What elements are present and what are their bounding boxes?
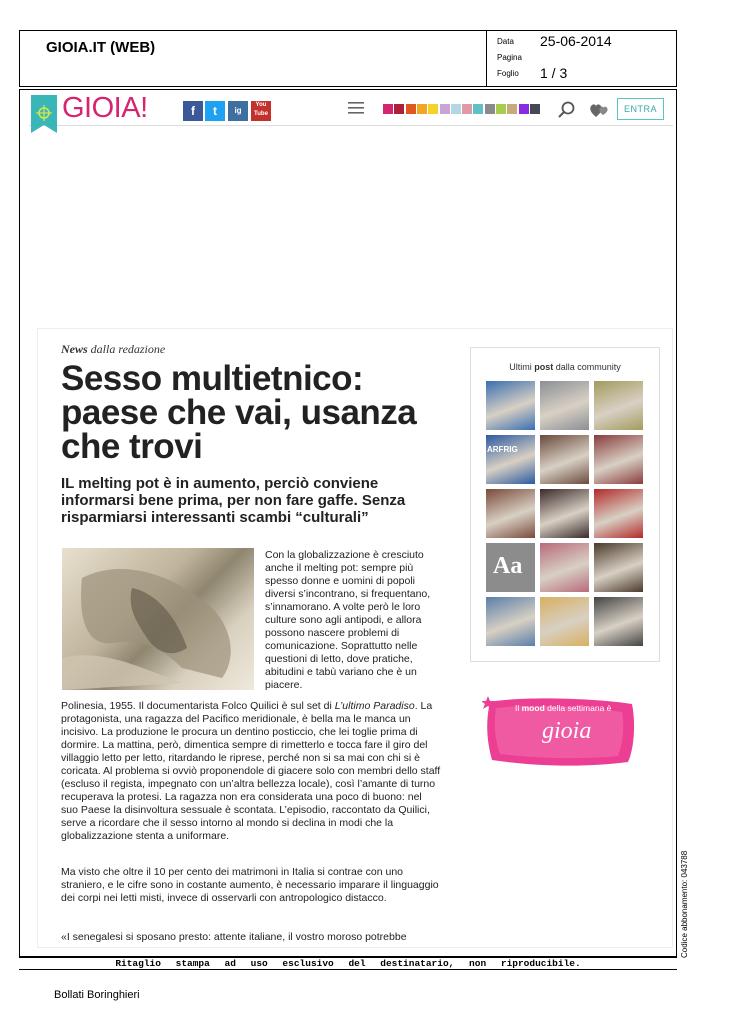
search-icon[interactable] [558,101,576,119]
data-value: 25-06-2014 [540,33,612,49]
category-swatch[interactable] [440,104,450,114]
pagina-label: Pagina [497,53,522,62]
youtube-icon[interactable]: You Tube [251,101,271,121]
community-post-thumb[interactable] [540,435,589,484]
film-title: L’ultimo Paradiso [334,700,415,712]
category-swatch[interactable] [406,104,416,114]
category-swatch[interactable] [462,104,472,114]
thumb-banner-text: ARFRIG [487,445,518,454]
foglio-label: Foglio [497,69,519,78]
community-box [470,347,660,662]
foglio-value: 1 / 3 [540,65,568,81]
footer-bar [19,957,677,970]
community-post-thumb[interactable] [486,543,535,592]
para2-end: . La protagonista, una ragazza del Pacifico meridionale, è bella ma le manca un incisivo. La produzione le procura un dentino posticcio, che lei toglie prima di dormire. La mattina, però, dimentica sempre di rimetterlo e tocca fare il giro del villaggio letto per letto, ritardando le riprese, perché non si sa mai con chi si è coricata. Al problema si ovviò proponendole di giacere solo con membri dello staff (escluso il regista, impegnato con un’altra bellezza locale), così l’amante di turno recuperava la protesi. La ragazza non era considerata una poco di buono: nel suo Paese la disinvoltura sessuale è scontata. L’episodio, raccontato da Quilici, serve a ricordare che il sesso intorno al mondo si declina in modi che la globalizzazione stenta a uniformare. [61,700,441,842]
source-title: GIOIA.IT (WEB) [46,39,156,56]
category-swatch[interactable] [417,104,427,114]
meta-box [486,31,678,86]
paragraph-3: Ma visto che oltre il 10 per cento dei matrimoni in Italia si contrae con uno straniero, e le cifre sono in costante aumento, è necessario imparare il linguaggio dei corpi nei letti misti, invece di osservarli con antropologico distacco. [61,866,439,904]
community-post-thumb[interactable] [486,597,535,646]
bookmark-logo-icon [31,95,57,133]
article-photo [62,548,254,690]
article-headline: Sesso multietnico: paese che vai, usanza che trovi [61,359,417,466]
reproduction-notice: Ritaglio stampa ad uso esclusivo del destinatario, non riproducibile. [115,958,581,969]
category-swatch[interactable] [451,104,461,114]
twitter-icon[interactable]: t [205,101,225,121]
community-post-thumb[interactable] [540,543,589,592]
community-post-thumb[interactable] [486,381,535,430]
data-label: Data [497,37,514,46]
subscription-code: Codice abbonamento: 043788 [680,850,689,958]
mood-text-c: della settimana è [544,703,612,713]
article-subhead: IL melting pot è in aumento, perciò conviene informarsi bene prima, per non fare gaffe. Senza risparmiarsi interessanti scambi “culturali” [61,475,406,526]
article-kicker [61,342,165,357]
category-swatch[interactable] [519,104,529,114]
mood-brand[interactable]: gioia [542,718,592,744]
mood-text-a: Il [515,703,522,713]
community-title-a: Ultimi [509,362,535,372]
community-hearts-icon[interactable] [588,100,610,120]
community-post-thumb[interactable] [540,597,589,646]
kicker-news[interactable]: News [61,342,88,356]
category-swatch[interactable] [496,104,506,114]
category-swatch[interactable] [383,104,393,114]
community-title [471,362,659,372]
kicker-author: dalla redazione [90,342,166,356]
community-post-thumb[interactable] [594,381,643,430]
community-post-thumb[interactable] [540,381,589,430]
clipping-header [19,30,677,87]
navbar-divider [29,125,673,126]
publisher-name: Bollati Boringhieri [54,989,140,1001]
facebook-icon[interactable]: f [183,101,203,121]
category-swatch[interactable] [485,104,495,114]
community-post-thumb[interactable] [594,543,643,592]
category-swatch[interactable] [507,104,517,114]
community-title-c: dalla community [553,362,621,372]
photo-figure [62,548,254,690]
category-swatch[interactable] [530,104,540,114]
category-swatch[interactable] [428,104,438,114]
site-logo[interactable]: GIOIA! [62,92,148,124]
font-post-label: Aa [493,553,523,579]
community-post-thumb[interactable] [594,489,643,538]
community-post-thumb[interactable] [594,597,643,646]
community-post-thumb[interactable] [486,435,535,484]
community-post-thumb[interactable] [540,489,589,538]
category-swatch[interactable] [473,104,483,114]
instagram-icon[interactable]: ig [228,101,248,121]
menu-icon[interactable] [348,101,364,115]
community-post-thumb[interactable] [594,435,643,484]
para2-start: Polinesia, 1955. Il documentarista Folco Quilici è sul set di [61,700,335,712]
community-post-thumb[interactable] [486,489,535,538]
category-swatch[interactable] [394,104,404,114]
community-title-post[interactable]: post [534,362,554,372]
mood-text-bold: mood [521,703,545,713]
paragraph-1: Con la globalizzazione è cresciuto anche il melting pot: sempre più spesso donne e uomini di popoli diversi s’incontrano, si frequentano, s’innamorano. A volte però le loro culture sono agli antipodi, e allora possono nascere problemi di comunicazione. Soprattutto nelle questioni di letto, dove pratiche, abitudini e tabù variano che è un piacere. [265,549,431,691]
paragraph-4: «I senegalesi si sposano presto: attente italiane, il vostro moroso potrebbe [61,931,407,943]
mood-caption [515,703,611,713]
login-button[interactable]: ENTRA [617,98,664,120]
paragraph-2 [61,700,441,843]
